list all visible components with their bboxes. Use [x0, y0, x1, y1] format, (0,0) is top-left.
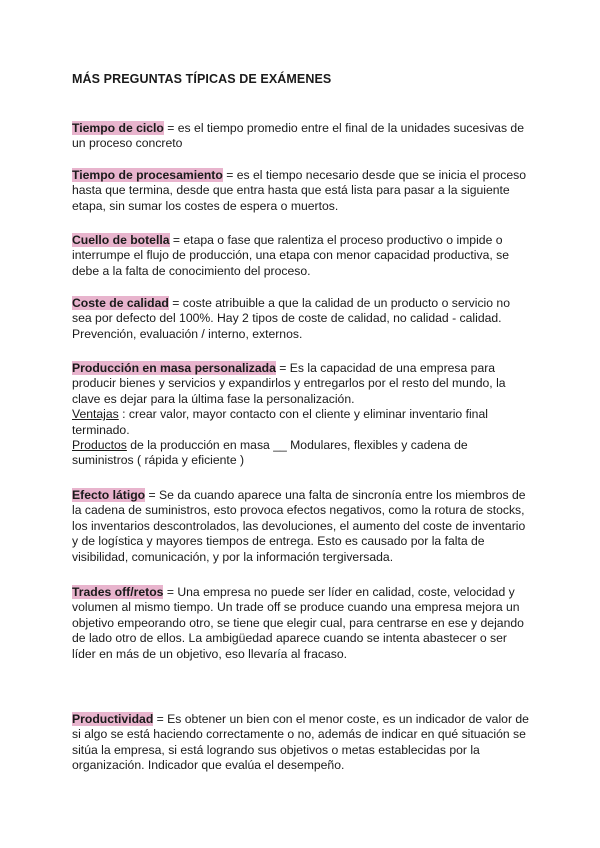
productos-label: Productos	[72, 438, 127, 453]
entry-term: Tiempo de procesamiento	[72, 168, 223, 182]
entry-term: Coste de calidad	[72, 296, 169, 310]
entry-efecto-latigo	[72, 488, 532, 565]
entry-term: Trades off/retos	[72, 585, 164, 599]
entry-extra: Prevención, evaluación / interno, externos.	[72, 326, 303, 341]
entry-paragraph	[72, 233, 532, 279]
entry-definition: = Es obtener un bien con el menor coste, es un indicador de valor de si algo se está haciendo correctamente o no, además de indicar en qué situación se sitúa la empresa, si está logrando sus objetivos o metas establecidas por la organización. Indicador que evalúa el desempeño.	[72, 712, 529, 773]
entry-trades-off	[72, 585, 532, 662]
ventajas-line	[72, 407, 532, 438]
entry-paragraph	[72, 121, 532, 152]
entry-term: Tiempo de ciclo	[72, 121, 164, 135]
entry-term: Productividad	[72, 712, 154, 726]
entry-paragraph	[72, 361, 532, 407]
entry-produccion-en-masa-personalizada	[72, 361, 532, 469]
ventajas-text: : crear valor, mayor contacto con el cliente y eliminar inventario final terminado.	[72, 407, 488, 437]
entry-definition: = es el tiempo necesario desde que se inicia el proceso hasta que termina, desde que entra hasta que está lista para pasar a la siguiente etapa, sin sumar los costes de espera o muertos.	[72, 168, 526, 213]
entry-paragraph	[72, 712, 532, 774]
document-title: MÁS PREGUNTAS TÍPICAS DE EXÁMENES	[72, 72, 332, 86]
entry-productividad	[72, 712, 532, 774]
entry-paragraph	[72, 168, 532, 214]
entry-paragraph	[72, 296, 532, 327]
entry-tiempo-de-ciclo	[72, 121, 532, 152]
entry-definition: = Una empresa no puede ser líder en calidad, coste, velocidad y volumen al mismo tiempo. Un trade off se produce cuando una empresa mejora un objetivo empeorando otro, se tiene que elegir cual, para centrarse en ese y dejando de lado otro de ellos. La ambigüedad aparece cuando se intenta abastecer o ser líder en más de un objetivo, eso llevaría al fracaso.	[72, 585, 524, 661]
entry-definition: = Se da cuando aparece una falta de sincronía entre los miembros de la cadena de suministros, esto provoca efectos negativos, como la rotura de stocks, los inventarios descontrolados, las devoluciones, el aumento del coste de inventario y de logística y mayores tiempos de entrega. Esto es causado por la falta de visibilidad, comunicación, y por la información tergiversada.	[72, 488, 526, 564]
entry-definition: = Es la capacidad de una empresa para producir bienes y servicios y expandirlos y entregarlos por el resto del mundo, la clave es dejar para la última fase la personalización.	[72, 361, 506, 406]
entry-definition: = es el tiempo promedio entre el final de la unidades sucesivas de un proceso concreto	[72, 121, 524, 151]
entry-tiempo-de-procesamiento	[72, 168, 532, 214]
ventajas-label: Ventajas	[72, 407, 119, 422]
entry-definition: = coste atribuible a que la calidad de un producto o servicio no sea por defecto del 100%. Hay 2 tipos de coste de calidad, no calidad - calidad.	[72, 296, 510, 326]
entry-cuello-de-botella	[72, 233, 532, 279]
entry-coste-de-calidad	[72, 296, 532, 342]
entry-term: Efecto látigo	[72, 488, 146, 502]
entry-paragraph	[72, 488, 532, 565]
entry-paragraph	[72, 585, 532, 662]
entry-term: Producción en masa personalizada	[72, 361, 276, 375]
productos-line	[72, 438, 532, 469]
entry-term: Cuello de botella	[72, 233, 170, 247]
productos-text: de la producción en masa __ Modulares, flexibles y cadena de suministros ( rápida y eficiente )	[72, 438, 468, 468]
entry-definition: = etapa o fase que ralentiza el proceso productivo o impide o interrumpe el flujo de producción, una etapa con menor capacidad productiva, se debe a la falta de conocimiento del proceso.	[72, 233, 509, 278]
